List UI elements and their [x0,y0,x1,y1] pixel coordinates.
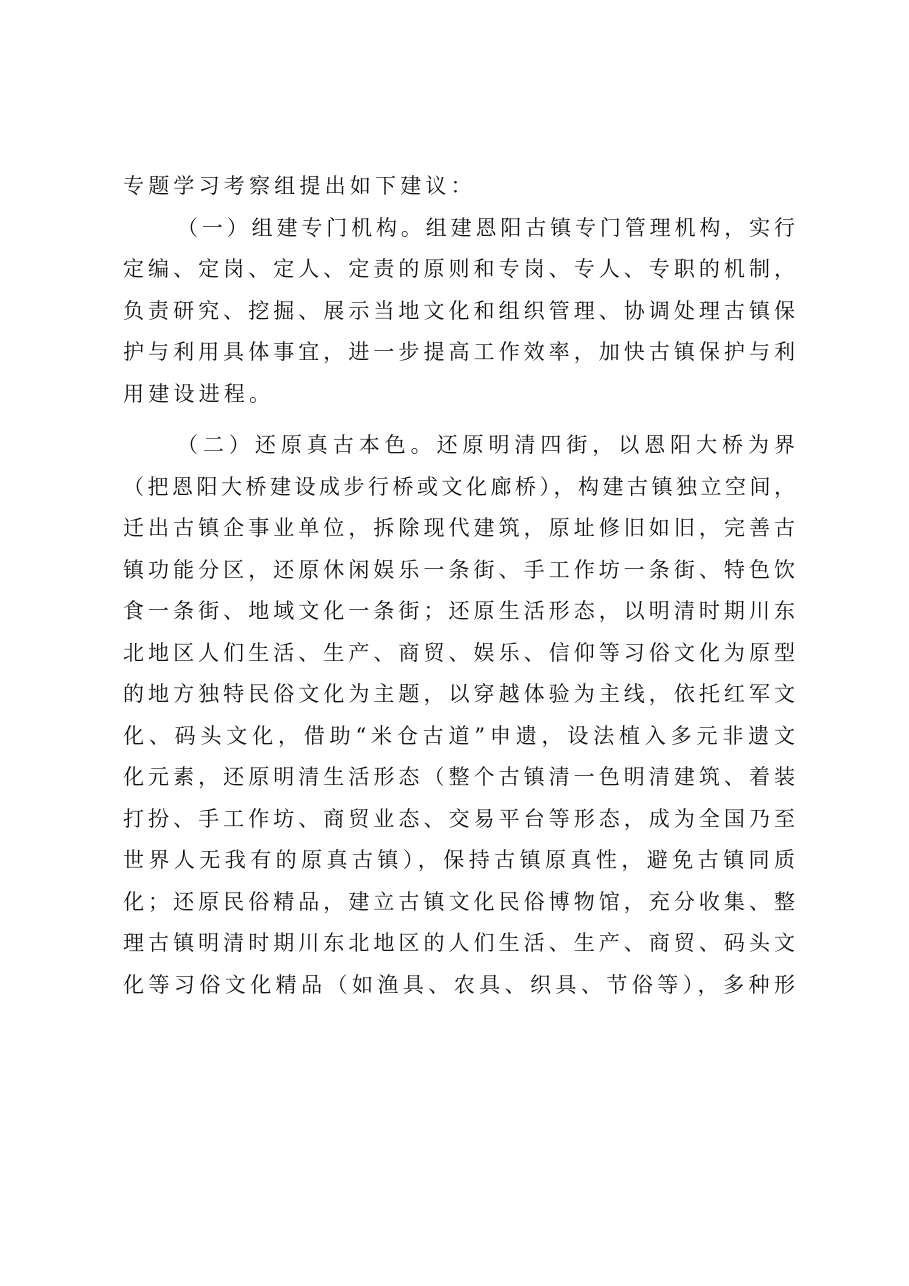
paragraph-line: 护与利用具体事宜，进一步提高工作效率，加快古镇保护与利 [123,340,795,364]
paragraph-line: （一）组建专门机构。组建恩阳古镇专门管理机构，实行 [177,215,795,240]
paragraph-1 [123,208,795,416]
document-body [123,166,795,1006]
paragraph-line: 迁出古镇企事业单位，拆除现代建筑，原址修旧如旧，完善古 [123,516,795,540]
paragraph-line: 理古镇明清时期川东北地区的人们生活、生产、商贸、码头文 [123,931,795,955]
paragraph-line: 负责研究、挖掘、展示当地文化和组织管理、协调处理古镇保 [123,298,795,323]
paragraph-line: 化元素，还原明清生活形态（整个古镇清一色明清建筑、着装 [123,765,795,789]
paragraph-line: 镇功能分区，还原休闲娱乐一条街、手工作坊一条街、特色饮 [123,557,795,582]
intro-line: 专题学习考察组提出如下建议： [123,174,476,198]
paragraph-line: 北地区人们生活、生产、商贸、娱乐、信仰等习俗文化为原型 [123,640,795,665]
paragraph-line: 化等习俗文化精品（如渔具、农具、织具、节俗等），多种形 [123,972,795,997]
paragraph-line: （把恩阳大桥建设成步行桥或文化廊桥），构建古镇独立空间， [123,474,795,499]
paragraph-line: 的地方独特民俗文化为主题，以穿越体验为主线，依托红军文 [123,682,795,706]
paragraph-line: 化；还原民俗精品，建立古镇文化民俗博物馆，充分收集、整 [123,889,795,914]
paragraph-line: 食一条街、地域文化一条街；还原生活形态，以明清时期川东 [123,599,795,623]
paragraph-line: 用建设进程。 [123,381,275,406]
paragraph-line: 定编、定岗、定人、定责的原则和专岗、专人、专职的机制， [123,257,795,281]
paragraph-2 [123,425,795,1006]
paragraph-line: 打扮、手工作坊、商贸业态、交易平台等形态，成为全国乃至 [123,806,795,831]
paragraph-line: 化、码头文化，借助“米仓古道”申遗，设法植入多元非遗文 [123,723,795,748]
paragraph-line: （二）还原真古本色。还原明清四街，以恩阳大桥为界 [177,433,795,457]
paragraph-line: 世界人无我有的原真古镇），保持古镇原真性，避免古镇同质 [123,848,795,872]
